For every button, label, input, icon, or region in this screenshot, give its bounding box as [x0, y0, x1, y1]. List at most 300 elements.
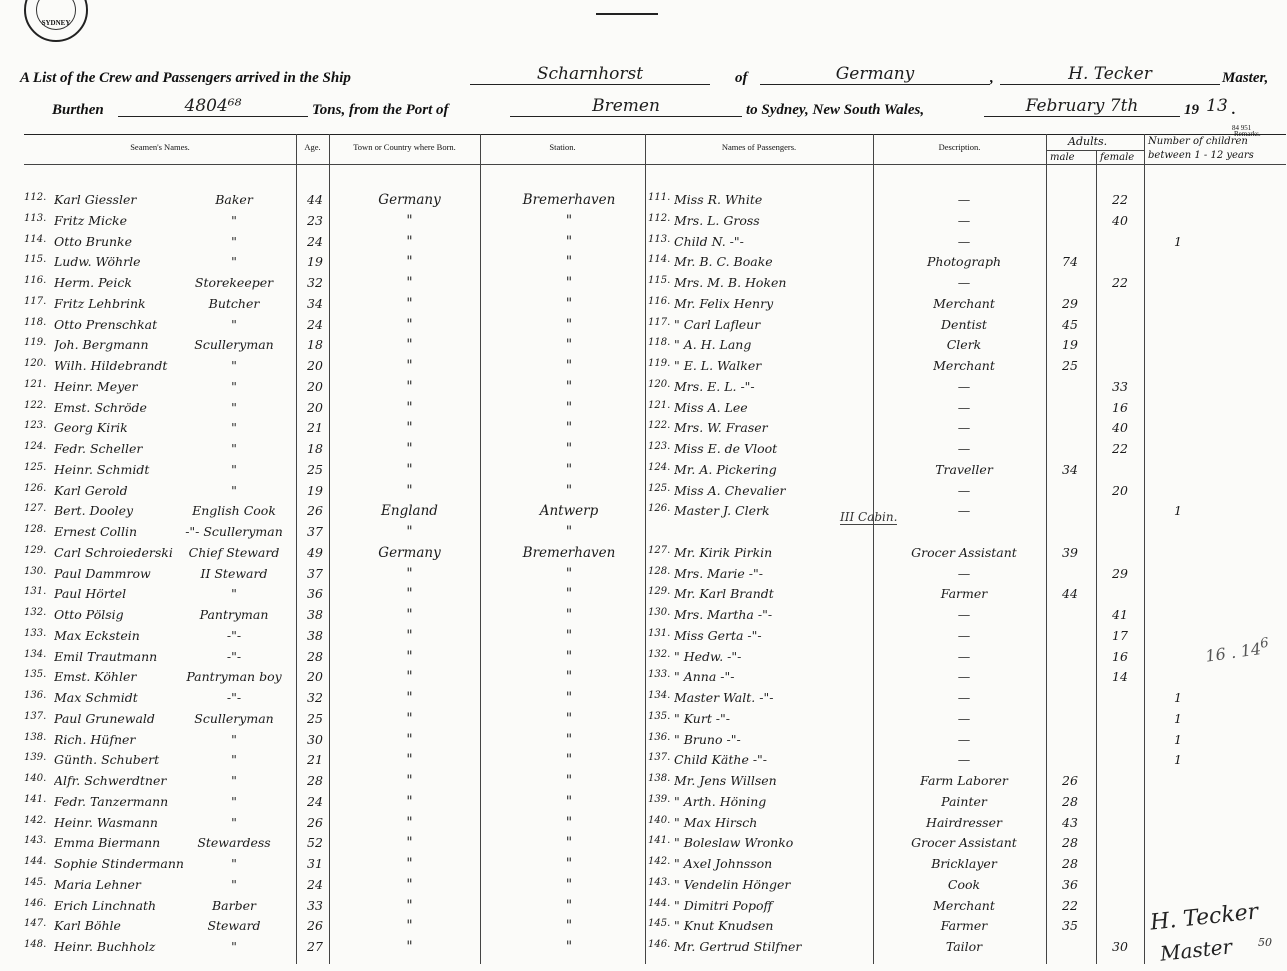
passenger-number: 115. — [648, 275, 671, 286]
passenger-description: — — [957, 690, 971, 705]
seaman-age: 25 — [307, 461, 323, 477]
passenger-number: 138. — [648, 773, 671, 784]
seaman-age: 27 — [307, 939, 323, 954]
row-number: 137. — [24, 710, 47, 722]
seaman-name: Karl Giessler — [54, 192, 137, 207]
birth-place: " — [406, 212, 413, 229]
port-name: Bremen — [510, 96, 742, 117]
seaman-age: 24 — [307, 876, 323, 892]
header-comma: , — [990, 70, 994, 86]
table-row — [24, 398, 1286, 419]
birth-place: " — [406, 835, 413, 852]
passenger-number: 139. — [648, 793, 671, 805]
table-row — [24, 522, 1286, 543]
seaman-rank: " — [231, 856, 237, 871]
birth-place: " — [406, 814, 413, 831]
table-row — [24, 792, 1286, 813]
cabin-note: III Cabin. — [840, 510, 898, 524]
adults-male: 39 — [1062, 544, 1078, 560]
station: Bremerhaven — [522, 192, 616, 208]
header-master: Master, — [1222, 70, 1269, 86]
adults-male: 26 — [1062, 773, 1078, 788]
table-row — [24, 875, 1286, 896]
seaman-age: 20 — [307, 378, 323, 394]
table-row — [24, 335, 1286, 356]
passenger-name: Mr. Felix Henry — [674, 295, 774, 311]
adults-female: 20 — [1112, 482, 1128, 498]
seaman-age: 20 — [307, 669, 323, 685]
birth-place: Germany — [378, 192, 441, 208]
station: " — [565, 897, 573, 914]
seaman-name: Erich Linchnath — [54, 897, 157, 913]
table-row — [24, 667, 1286, 688]
birth-place: " — [406, 254, 413, 271]
passenger-number: 135. — [648, 710, 671, 722]
seaman-rank: " — [231, 482, 237, 498]
burthen-value: 4804⁶⁸ — [118, 96, 308, 117]
seaman-name: Heinr. Buchholz — [54, 939, 156, 954]
row-number: 130. — [24, 565, 47, 577]
passenger-name: Mrs. Marie -"- — [674, 565, 763, 581]
table-row — [24, 377, 1286, 398]
birth-place: " — [406, 669, 413, 686]
table-row — [24, 294, 1286, 315]
station: " — [565, 690, 573, 706]
seaman-rank: " — [231, 731, 237, 747]
row-number: 125. — [24, 461, 47, 473]
seaman-name: Alfr. Schwerdtner — [54, 773, 167, 788]
seaman-rank: Barber — [212, 897, 256, 913]
passenger-description: — — [957, 420, 971, 436]
station: " — [565, 669, 573, 686]
birth-place: " — [406, 358, 413, 374]
children-count: 1 — [1174, 752, 1182, 768]
adults-male: 44 — [1062, 586, 1078, 602]
children-count: 1 — [1174, 710, 1182, 726]
seaman-rank: Baker — [215, 192, 253, 207]
station: " — [565, 565, 573, 582]
seaman-rank: Pantryman boy — [186, 669, 282, 685]
passenger-name: Mrs. L. Gross — [674, 212, 760, 228]
seaman-name: Fritz Micke — [54, 212, 127, 228]
table-row — [24, 647, 1286, 668]
adults-female: 29 — [1112, 565, 1128, 581]
birth-place: " — [406, 295, 413, 312]
seaman-age: 36 — [307, 586, 323, 602]
passenger-number: 140. — [648, 814, 671, 826]
seaman-name: Emst. Köhler — [54, 669, 137, 685]
passenger-name: " Max Hirsch — [674, 814, 758, 830]
birth-place: " — [406, 337, 413, 354]
seaman-rank: " — [231, 399, 237, 415]
passenger-name: " Arth. Höning — [674, 793, 767, 809]
seaman-name: Karl Gerold — [54, 482, 128, 498]
passenger-name: " Axel Johnsson — [674, 856, 773, 871]
birth-place: " — [406, 773, 413, 789]
passenger-description: — — [957, 752, 971, 768]
seaman-name: Max Eckstein — [54, 627, 140, 643]
adults-female: 16 — [1112, 648, 1128, 664]
table-row — [24, 232, 1286, 253]
passenger-description: — — [957, 378, 971, 394]
seaman-rank: II Steward — [200, 565, 268, 581]
passenger-description: — — [957, 275, 971, 290]
seaman-rank: -"- — [226, 648, 242, 664]
passenger-description: Cook — [947, 876, 981, 892]
row-number: 141. — [24, 793, 47, 805]
seaman-age: 23 — [307, 212, 323, 228]
row-number: 116. — [24, 275, 47, 286]
row-number: 131. — [24, 586, 47, 598]
seaman-rank: " — [231, 233, 237, 249]
adults-female: 30 — [1112, 939, 1128, 954]
seaman-name: Otto Prenschkat — [54, 316, 158, 332]
passenger-description: Farmer — [940, 586, 988, 602]
seaman-name: Paul Dammrow — [54, 565, 151, 581]
table-row — [24, 937, 1286, 958]
station: " — [565, 358, 573, 374]
passenger-description: Bricklayer — [931, 856, 997, 871]
row-number: 140. — [24, 773, 47, 784]
seaman-name: Otto Brunke — [54, 233, 133, 249]
seaman-age: 18 — [307, 441, 323, 456]
table-row — [24, 854, 1286, 875]
seaman-age: 34 — [307, 295, 323, 311]
birth-place: Germany — [378, 544, 441, 561]
table-row — [24, 418, 1286, 439]
seaman-name: Heinr. Meyer — [54, 378, 138, 394]
row-number: 138. — [24, 731, 47, 743]
table-row — [24, 584, 1286, 605]
seaman-age: 52 — [307, 835, 323, 851]
passenger-name: Mrs. E. L. -"- — [674, 378, 755, 394]
passenger-number: 123. — [648, 441, 671, 452]
table-row — [24, 916, 1286, 937]
row-number: 146. — [24, 897, 47, 909]
passenger-description: — — [957, 482, 971, 498]
station: " — [565, 420, 573, 437]
passenger-name: " Vendelin Hönger — [674, 876, 791, 892]
seaman-rank: Sculleryman — [194, 337, 274, 353]
seaman-age: 49 — [307, 544, 323, 560]
adults-female: 22 — [1112, 275, 1128, 290]
passenger-name: Mrs. W. Fraser — [674, 420, 768, 436]
table-row — [24, 688, 1286, 709]
seaman-rank: Butcher — [208, 295, 260, 311]
birth-place: " — [406, 918, 413, 935]
row-number: 136. — [24, 690, 47, 701]
birth-place: " — [406, 731, 413, 748]
seaman-rank: English Cook — [192, 503, 276, 519]
seaman-age: 32 — [307, 275, 323, 290]
seaman-rank: -"- — [226, 627, 242, 643]
passenger-number: 121. — [648, 399, 671, 411]
col-header-remarks: Remarks. — [1234, 130, 1261, 138]
page-number: 50 — [1258, 936, 1272, 949]
passenger-number: 141. — [648, 835, 671, 847]
station: " — [565, 856, 573, 872]
adults-male: 45 — [1062, 316, 1078, 332]
passenger-number: 145. — [648, 918, 671, 930]
ship-name: Scharnhorst — [470, 64, 710, 85]
row-number: 124. — [24, 441, 47, 452]
birth-place: " — [406, 316, 413, 333]
seaman-age: 26 — [307, 918, 323, 934]
seaman-rank: Sculleryman — [194, 710, 274, 726]
seaman-rank: " — [231, 254, 237, 270]
passenger-name: " Knut Knudsen — [674, 918, 774, 934]
passenger-number: 137. — [648, 752, 671, 764]
seaman-rank: " — [231, 939, 237, 954]
station: " — [565, 441, 573, 457]
passenger-name: " Bruno -"- — [674, 731, 741, 747]
adults-male: 22 — [1062, 897, 1078, 913]
adults-female: 33 — [1112, 378, 1128, 394]
passenger-number: 130. — [648, 607, 671, 618]
master-signature: H. Tecker — [1148, 899, 1260, 936]
passenger-name: Master J. Clerk — [674, 503, 770, 519]
signature-title: Master — [1158, 934, 1234, 966]
col-header-male: male — [1050, 152, 1075, 163]
col-header-age: Age. — [304, 142, 321, 152]
passenger-number: 122. — [648, 420, 671, 432]
row-number: 132. — [24, 607, 47, 618]
seaman-rank: " — [231, 586, 237, 602]
seaman-age: 26 — [307, 503, 323, 519]
passenger-number: 114. — [648, 254, 671, 266]
seaman-age: 28 — [307, 648, 323, 664]
passenger-description: Merchant — [933, 358, 995, 373]
passenger-description: — — [957, 503, 971, 519]
passenger-name: Mr. B. C. Boake — [674, 254, 773, 270]
adults-female: 40 — [1112, 212, 1128, 228]
passenger-name: Miss A. Lee — [674, 399, 748, 415]
passenger-name: " Carl Lafleur — [674, 316, 761, 332]
adults-female: 22 — [1112, 192, 1128, 207]
seaman-rank: " — [231, 316, 237, 332]
seaman-name: Günth. Schubert — [54, 752, 160, 768]
seal-inner: SYDNEY — [36, 0, 76, 30]
header-burthen: Burthen — [52, 102, 104, 118]
row-number: 135. — [24, 669, 47, 681]
table-row — [24, 626, 1286, 647]
passenger-description: — — [957, 648, 971, 664]
birth-place: " — [406, 524, 413, 540]
seaman-age: 19 — [307, 254, 323, 270]
adults-male: 28 — [1062, 856, 1078, 871]
table-row — [24, 750, 1286, 771]
row-number: 144. — [24, 856, 47, 867]
birth-place: " — [406, 939, 413, 955]
seaman-name: Bert. Dooley — [54, 503, 134, 519]
passenger-number: 134. — [648, 690, 671, 701]
seaman-name: Paul Hörtel — [54, 586, 127, 602]
passenger-number: 116. — [648, 295, 671, 307]
passenger-description: Grocer Assistant — [911, 544, 1017, 560]
row-number: 118. — [24, 316, 47, 328]
row-number: 142. — [24, 814, 47, 826]
seaman-age: 38 — [307, 607, 323, 622]
seaman-name: Emst. Schröde — [54, 399, 147, 415]
seaman-rank: " — [231, 814, 237, 830]
station: " — [565, 793, 573, 810]
passenger-description: Painter — [941, 793, 987, 809]
row-number: 134. — [24, 648, 47, 660]
passenger-description: Traveller — [935, 461, 993, 477]
adults-male: 28 — [1062, 793, 1078, 809]
station: " — [565, 648, 573, 665]
seaman-rank: -"- Sculleryman — [185, 524, 283, 539]
table-row — [24, 896, 1286, 917]
row-number: 128. — [24, 524, 47, 535]
passenger-name: Child N. -"- — [674, 233, 744, 249]
station: " — [565, 939, 573, 955]
children-count: 1 — [1174, 731, 1182, 747]
ship-country: Germany — [760, 64, 990, 85]
passenger-name: " E. L. Walker — [674, 358, 762, 373]
row-number: 123. — [24, 420, 47, 432]
row-number: 113. — [24, 212, 47, 224]
station: " — [565, 607, 573, 623]
table-row — [24, 211, 1286, 232]
seaman-name: Sophie Stindermann — [54, 856, 184, 871]
seaman-age: 24 — [307, 316, 323, 332]
seaman-age: 19 — [307, 482, 323, 498]
row-number: 115. — [24, 254, 47, 266]
passenger-name: Mrs. Martha -"- — [674, 607, 773, 622]
seaman-rank: -"- — [226, 690, 242, 705]
seaman-age: 20 — [307, 358, 323, 373]
station: " — [565, 814, 573, 831]
station: " — [565, 731, 573, 748]
arrival-date: February 7th — [984, 96, 1180, 117]
seaman-rank: Chief Steward — [188, 544, 280, 560]
seaman-rank: Steward — [207, 918, 261, 934]
passenger-number: 129. — [648, 586, 671, 598]
seaman-name: Paul Grunewald — [54, 710, 155, 726]
col-header-adults: Adults. — [1068, 135, 1108, 148]
birth-place: " — [406, 586, 413, 603]
passenger-name: " Dimitri Popoff — [674, 897, 773, 913]
seaman-name: Ernest Collin — [54, 524, 138, 539]
station: " — [565, 378, 573, 395]
station: " — [565, 254, 573, 271]
col-header-female: female — [1100, 152, 1135, 163]
station: " — [565, 212, 573, 229]
table-row — [24, 771, 1286, 792]
birth-place: " — [406, 627, 413, 644]
seaman-age: 37 — [307, 524, 323, 539]
seaman-rank: " — [231, 876, 237, 892]
passenger-description: Merchant — [933, 295, 995, 311]
table-row — [24, 564, 1286, 585]
adults-female: 40 — [1112, 420, 1128, 436]
header-year-prefix: 19 — [1184, 102, 1199, 118]
seaman-name: Emil Trautmann — [54, 648, 158, 664]
birth-place: " — [406, 378, 413, 395]
seaman-rank: " — [231, 793, 237, 809]
seaman-name: Karl Böhle — [54, 918, 121, 934]
station: " — [565, 918, 573, 935]
seaman-name: Herm. Peick — [54, 275, 132, 290]
header-port-text: Tons, from the Port of — [312, 102, 449, 118]
station: " — [565, 876, 573, 893]
seaman-age: 31 — [307, 856, 323, 871]
seaman-name: Heinr. Wasmann — [54, 814, 158, 830]
passenger-number: 117. — [648, 316, 671, 328]
seaman-name: Fedr. Scheller — [54, 441, 143, 456]
station: " — [565, 524, 573, 540]
passenger-number: 126. — [648, 503, 671, 515]
passenger-name: Mr. Jens Willsen — [674, 773, 777, 788]
manifest-table — [24, 130, 1286, 964]
row-number: 112. — [24, 192, 47, 203]
row-number: 148. — [24, 939, 47, 950]
seaman-name: Ludw. Wöhrle — [54, 254, 141, 270]
station: " — [565, 295, 573, 312]
passenger-number: 118. — [648, 337, 671, 349]
passenger-name: Master Walt. -"- — [674, 690, 774, 705]
station: " — [565, 752, 573, 769]
seaman-name: Heinr. Schmidt — [54, 461, 150, 477]
row-number: 119. — [24, 337, 47, 349]
passenger-name: " Boleslaw Wronko — [674, 835, 794, 851]
children-count: 1 — [1174, 233, 1182, 249]
seaman-age: 28 — [307, 773, 323, 788]
adults-female: 41 — [1112, 607, 1128, 622]
passenger-description: — — [957, 565, 971, 581]
adults-sub-rule — [1046, 150, 1144, 151]
adults-male: 29 — [1062, 295, 1078, 311]
birth-place: " — [406, 710, 413, 727]
seaman-rank: " — [231, 461, 237, 477]
table-row — [24, 190, 1286, 211]
row-number: 126. — [24, 482, 47, 494]
passenger-name: Miss R. White — [674, 192, 763, 207]
col-header-passengers: Names of Passengers. — [721, 142, 797, 152]
birth-place: " — [406, 897, 413, 914]
passenger-description: — — [957, 731, 971, 747]
station: " — [565, 337, 573, 354]
seaman-age: 33 — [307, 897, 323, 913]
table-row — [24, 813, 1286, 834]
table-row — [24, 833, 1286, 854]
passenger-number: 113. — [648, 233, 671, 245]
seaman-name: Fedr. Tanzermann — [54, 793, 169, 809]
col-header-children: Number of children between 1 - 12 years — [1148, 136, 1254, 161]
passenger-number: 112. — [648, 212, 671, 224]
seaman-age: 44 — [307, 192, 323, 207]
passenger-number: 133. — [648, 669, 671, 681]
seaman-age: 25 — [307, 710, 323, 726]
birth-place: " — [406, 399, 413, 416]
adults-male: 43 — [1062, 814, 1078, 830]
seaman-name: Fritz Lehbrink — [54, 295, 146, 311]
passenger-number: 144. — [648, 897, 671, 909]
adults-male: 25 — [1062, 358, 1078, 373]
seaman-age: 26 — [307, 814, 323, 830]
seaman-name: Otto Pölsig — [54, 607, 124, 622]
table-row — [24, 501, 1286, 522]
form-number: 84 951 — [1232, 124, 1252, 132]
passenger-description: — — [957, 607, 971, 622]
row-number: 147. — [24, 918, 47, 930]
row-number: 117. — [24, 295, 47, 307]
header-period: . — [1232, 102, 1236, 118]
passenger-description: — — [957, 441, 971, 456]
passenger-number: 111. — [648, 192, 671, 203]
passenger-description: — — [957, 212, 971, 228]
